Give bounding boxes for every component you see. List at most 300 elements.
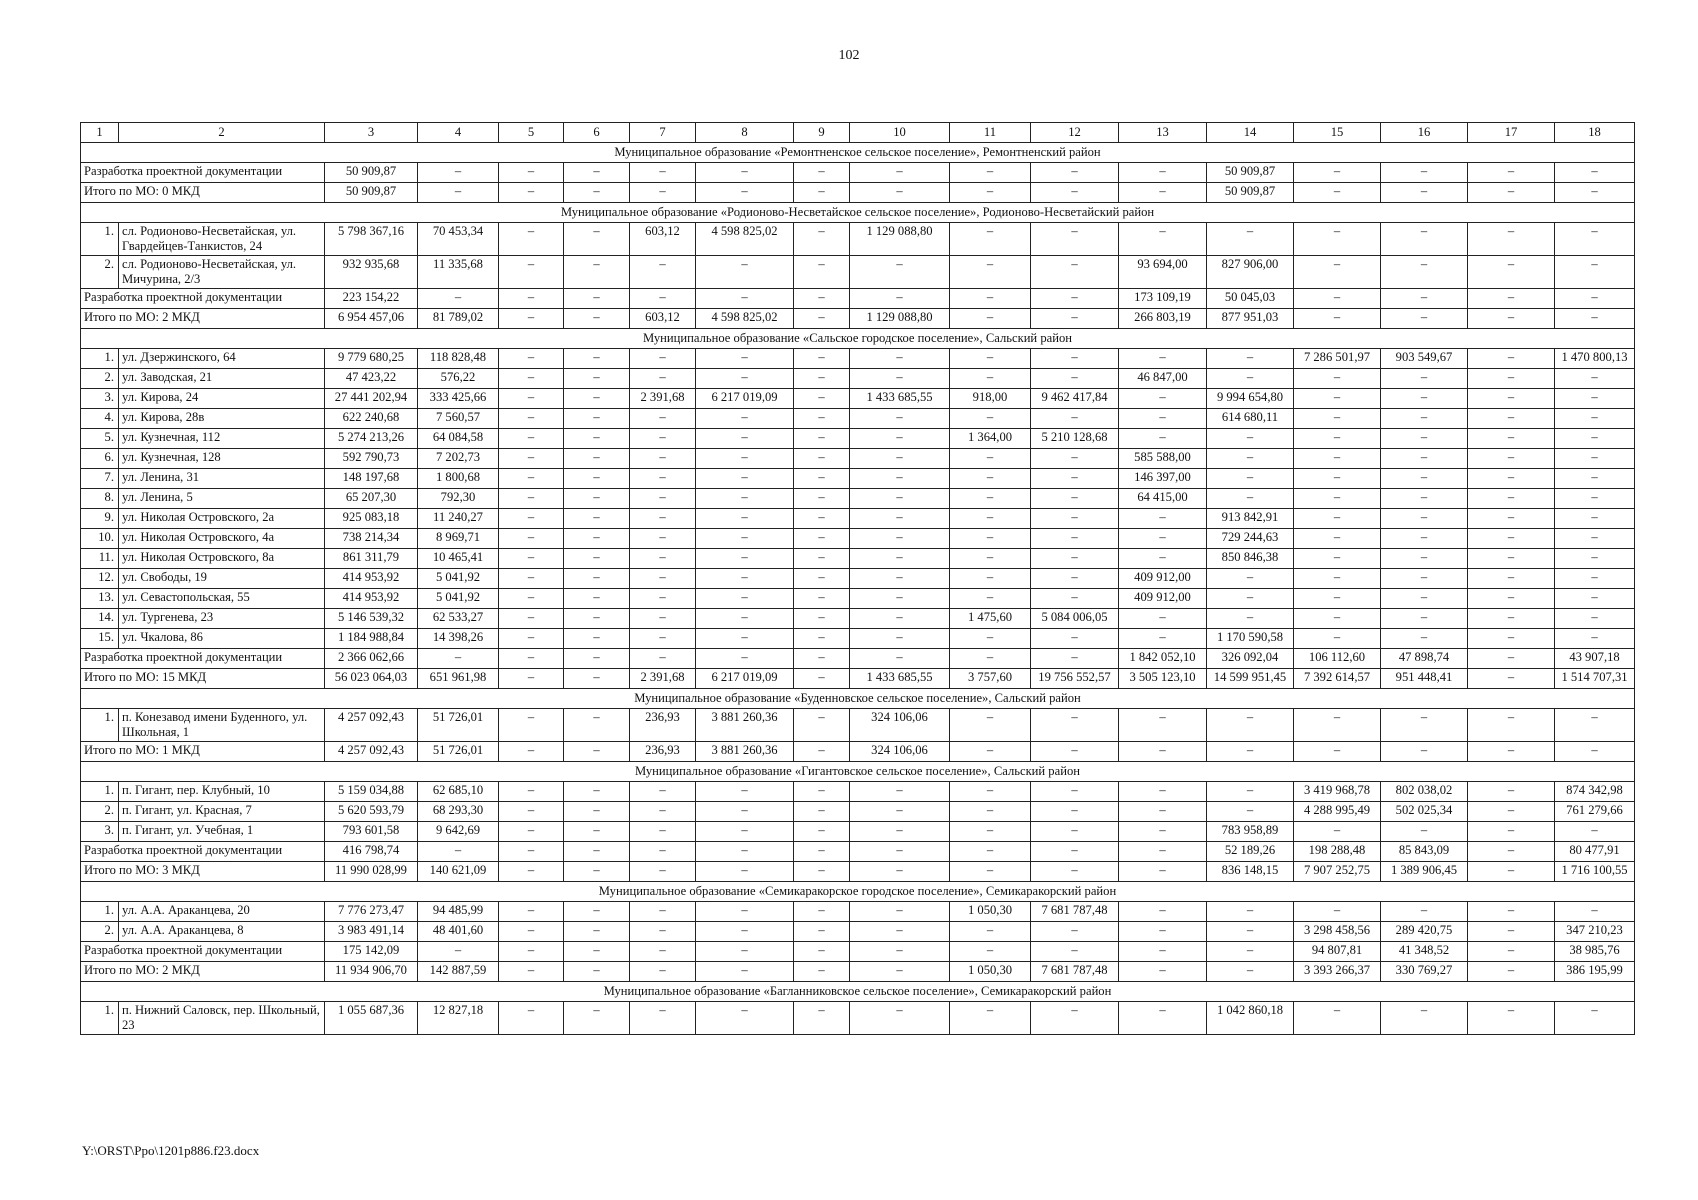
row-value: 1 129 088,80: [850, 309, 950, 329]
row-value: –: [794, 389, 850, 409]
row-value: –: [564, 822, 630, 842]
row-value: –: [630, 509, 696, 529]
row-value: 585 588,00: [1119, 449, 1207, 469]
row-value: –: [950, 629, 1031, 649]
row-value: –: [1207, 609, 1294, 629]
row-value: –: [850, 409, 950, 429]
row-address: ул. Николая Островского, 8а: [119, 549, 325, 569]
row-value: –: [1031, 862, 1119, 882]
row-value: 414 953,92: [325, 569, 418, 589]
table-row: [81, 389, 1635, 409]
row-value: 3 757,60: [950, 669, 1031, 689]
row-value: 2 366 062,66: [325, 649, 418, 669]
row-value: 5 041,92: [418, 569, 499, 589]
row-value: –: [1381, 609, 1468, 629]
row-value: 81 789,02: [418, 309, 499, 329]
row-value: –: [1119, 942, 1207, 962]
row-value: –: [696, 256, 794, 289]
row-value: –: [850, 489, 950, 509]
summary-row: [81, 183, 1635, 203]
row-value: –: [696, 802, 794, 822]
row-value: –: [850, 529, 950, 549]
row-value: –: [850, 349, 950, 369]
row-value: –: [630, 369, 696, 389]
row-value: –: [794, 183, 850, 203]
column-number-header: 18: [1555, 123, 1635, 143]
row-value: –: [696, 589, 794, 609]
row-value: 925 083,18: [325, 509, 418, 529]
table-row: [81, 589, 1635, 609]
row-value: –: [564, 529, 630, 549]
row-value: –: [630, 782, 696, 802]
section-title: Муниципальное образование «Семикаракорское городское поселение», Семикаракорский район: [81, 882, 1635, 902]
row-value: –: [1381, 569, 1468, 589]
row-address: ул. Николая Островского, 2а: [119, 509, 325, 529]
row-value: –: [794, 589, 850, 609]
row-value: 9 779 680,25: [325, 349, 418, 369]
row-value: –: [850, 289, 950, 309]
row-value: –: [950, 862, 1031, 882]
row-value: 10 465,41: [418, 549, 499, 569]
row-value: 4 598 825,02: [696, 223, 794, 256]
row-value: –: [950, 842, 1031, 862]
row-value: 932 935,68: [325, 256, 418, 289]
row-value: 3 393 266,37: [1294, 962, 1381, 982]
row-value: –: [794, 649, 850, 669]
row-value: 3 505 123,10: [1119, 669, 1207, 689]
row-value: –: [696, 409, 794, 429]
row-value: –: [1294, 409, 1381, 429]
row-value: 93 694,00: [1119, 256, 1207, 289]
column-number-header: 4: [418, 123, 499, 143]
table-row: [81, 782, 1635, 802]
table-row: [81, 489, 1635, 509]
row-value: –: [950, 349, 1031, 369]
row-value: –: [794, 349, 850, 369]
row-value: –: [499, 223, 564, 256]
row-value: –: [794, 309, 850, 329]
row-value: –: [1031, 449, 1119, 469]
row-value: –: [564, 589, 630, 609]
row-value: –: [1207, 469, 1294, 489]
row-value: –: [950, 1002, 1031, 1035]
row-value: –: [950, 469, 1031, 489]
row-value: –: [1207, 429, 1294, 449]
row-value: –: [1119, 902, 1207, 922]
row-value: –: [1468, 529, 1555, 549]
row-value: –: [1468, 902, 1555, 922]
row-value: –: [850, 369, 950, 389]
row-number: 13.: [81, 589, 119, 609]
row-number: 2.: [81, 256, 119, 289]
row-value: –: [1468, 569, 1555, 589]
row-value: –: [794, 922, 850, 942]
row-value: –: [696, 609, 794, 629]
row-value: 6 217 019,09: [696, 389, 794, 409]
row-value: 65 207,30: [325, 489, 418, 509]
row-value: –: [1031, 409, 1119, 429]
row-value: –: [1381, 429, 1468, 449]
row-value: –: [499, 569, 564, 589]
row-value: –: [850, 649, 950, 669]
row-value: 48 401,60: [418, 922, 499, 942]
row-value: 4 288 995,49: [1294, 802, 1381, 822]
row-value: –: [564, 349, 630, 369]
row-value: –: [1031, 782, 1119, 802]
row-value: –: [850, 1002, 950, 1035]
summary-row: [81, 309, 1635, 329]
row-value: –: [850, 609, 950, 629]
row-value: –: [850, 183, 950, 203]
row-value: –: [1555, 256, 1635, 289]
summary-row: [81, 842, 1635, 862]
summary-row: [81, 742, 1635, 762]
row-number: 5.: [81, 429, 119, 449]
row-value: –: [696, 842, 794, 862]
row-value: –: [1207, 922, 1294, 942]
table-row: [81, 822, 1635, 842]
row-value: –: [1207, 742, 1294, 762]
row-value: –: [794, 289, 850, 309]
row-value: –: [950, 569, 1031, 589]
row-value: –: [630, 1002, 696, 1035]
row-value: 7 560,57: [418, 409, 499, 429]
row-value: 266 803,19: [1119, 309, 1207, 329]
row-value: –: [1468, 549, 1555, 569]
summary-row: [81, 862, 1635, 882]
row-value: 9 994 654,80: [1207, 389, 1294, 409]
row-value: –: [696, 862, 794, 882]
row-value: –: [850, 902, 950, 922]
row-number: 1.: [81, 782, 119, 802]
row-value: –: [850, 449, 950, 469]
row-value: –: [1468, 289, 1555, 309]
row-value: –: [564, 509, 630, 529]
row-value: 5 274 213,26: [325, 429, 418, 449]
row-value: –: [794, 369, 850, 389]
row-value: –: [1207, 942, 1294, 962]
row-value: –: [794, 509, 850, 529]
row-address: ул. Ленина, 5: [119, 489, 325, 509]
row-number: 2.: [81, 802, 119, 822]
row-value: –: [499, 489, 564, 509]
row-value: –: [630, 922, 696, 942]
row-value: –: [1031, 369, 1119, 389]
row-value: –: [794, 549, 850, 569]
row-value: 8 969,71: [418, 529, 499, 549]
row-value: –: [1119, 1002, 1207, 1035]
row-value: –: [499, 922, 564, 942]
row-value: –: [1555, 589, 1635, 609]
row-value: –: [564, 649, 630, 669]
row-value: –: [850, 942, 950, 962]
row-value: 51 726,01: [418, 709, 499, 742]
row-value: 1 042 860,18: [1207, 1002, 1294, 1035]
row-value: 7 202,73: [418, 449, 499, 469]
column-number-header: 12: [1031, 123, 1119, 143]
row-value: 1 129 088,80: [850, 223, 950, 256]
row-value: –: [1031, 589, 1119, 609]
row-value: –: [1207, 449, 1294, 469]
row-value: 951 448,41: [1381, 669, 1468, 689]
row-value: –: [1031, 529, 1119, 549]
row-value: 1 364,00: [950, 429, 1031, 449]
row-value: –: [1294, 1002, 1381, 1035]
row-address: ул. Кузнечная, 128: [119, 449, 325, 469]
row-value: –: [499, 1002, 564, 1035]
row-value: –: [630, 349, 696, 369]
row-value: 918,00: [950, 389, 1031, 409]
row-value: –: [499, 349, 564, 369]
row-value: –: [564, 289, 630, 309]
row-value: –: [499, 742, 564, 762]
column-number-header: 8: [696, 123, 794, 143]
row-value: –: [630, 409, 696, 429]
row-value: –: [950, 183, 1031, 203]
row-value: 1 050,30: [950, 902, 1031, 922]
row-value: –: [1207, 349, 1294, 369]
row-label: Разработка проектной документации: [81, 163, 325, 183]
row-value: –: [1555, 289, 1635, 309]
row-number: 1.: [81, 223, 119, 256]
row-address: ул. Свободы, 19: [119, 569, 325, 589]
row-value: –: [564, 309, 630, 329]
row-value: –: [630, 489, 696, 509]
row-value: 783 958,89: [1207, 822, 1294, 842]
row-number: 6.: [81, 449, 119, 469]
row-value: –: [1381, 822, 1468, 842]
row-value: –: [418, 163, 499, 183]
row-value: –: [850, 549, 950, 569]
row-value: –: [1119, 409, 1207, 429]
row-value: 1 055 687,36: [325, 1002, 418, 1035]
row-value: 903 549,67: [1381, 349, 1468, 369]
row-value: –: [1119, 742, 1207, 762]
row-value: 409 912,00: [1119, 589, 1207, 609]
row-value: –: [499, 709, 564, 742]
row-value: –: [1555, 742, 1635, 762]
row-value: –: [499, 256, 564, 289]
row-value: –: [1555, 223, 1635, 256]
row-value: –: [696, 629, 794, 649]
column-number-header: 16: [1381, 123, 1468, 143]
row-value: 333 425,66: [418, 389, 499, 409]
row-value: –: [1381, 549, 1468, 569]
row-value: 414 953,92: [325, 589, 418, 609]
row-value: –: [1381, 1002, 1468, 1035]
row-label: Итого по МО: 2 МКД: [81, 962, 325, 982]
column-number-header: 13: [1119, 123, 1207, 143]
row-value: 4 257 092,43: [325, 709, 418, 742]
summary-row: [81, 163, 1635, 183]
row-value: –: [1555, 822, 1635, 842]
column-number-header: 15: [1294, 123, 1381, 143]
row-value: –: [1031, 569, 1119, 589]
row-address: ул. Кирова, 28в: [119, 409, 325, 429]
row-value: –: [499, 629, 564, 649]
row-value: –: [1207, 802, 1294, 822]
row-value: –: [1381, 309, 1468, 329]
table-body: [81, 123, 1635, 1035]
row-value: –: [1555, 409, 1635, 429]
row-value: –: [564, 842, 630, 862]
row-value: –: [564, 609, 630, 629]
row-value: –: [630, 529, 696, 549]
row-value: –: [564, 163, 630, 183]
row-value: 118 828,48: [418, 349, 499, 369]
row-value: –: [1468, 369, 1555, 389]
row-value: –: [1468, 389, 1555, 409]
row-value: 3 419 968,78: [1294, 782, 1381, 802]
data-table-wrapper: [80, 122, 1628, 1035]
row-value: –: [1468, 1002, 1555, 1035]
row-value: –: [1031, 223, 1119, 256]
row-address: п. Гигант, пер. Клубный, 10: [119, 782, 325, 802]
row-value: –: [499, 509, 564, 529]
row-value: –: [794, 569, 850, 589]
row-value: –: [1294, 589, 1381, 609]
row-number: 7.: [81, 469, 119, 489]
row-value: –: [794, 1002, 850, 1035]
row-value: 38 985,76: [1555, 942, 1635, 962]
row-value: 761 279,66: [1555, 802, 1635, 822]
row-value: –: [499, 589, 564, 609]
row-value: –: [1468, 802, 1555, 822]
row-label: Итого по МО: 1 МКД: [81, 742, 325, 762]
row-value: –: [564, 449, 630, 469]
row-value: –: [950, 289, 1031, 309]
table-row: [81, 529, 1635, 549]
section-title: Муниципальное образование «Гигантовское сельское поселение», Сальский район: [81, 762, 1635, 782]
column-number-header: 10: [850, 123, 950, 143]
row-value: 5 146 539,32: [325, 609, 418, 629]
section-title-row: [81, 329, 1635, 349]
row-value: 142 887,59: [418, 962, 499, 982]
row-value: –: [1381, 902, 1468, 922]
document-file-path: Y:\ORST\Ppo\1201p886.f23.docx: [82, 1143, 260, 1158]
table-row: [81, 609, 1635, 629]
row-value: –: [1294, 389, 1381, 409]
row-value: 576,22: [418, 369, 499, 389]
row-value: –: [794, 629, 850, 649]
table-row: [81, 349, 1635, 369]
row-value: –: [630, 449, 696, 469]
row-value: –: [950, 409, 1031, 429]
row-value: –: [696, 649, 794, 669]
row-address: ул. Севастопольская, 55: [119, 589, 325, 609]
row-value: –: [499, 822, 564, 842]
row-value: –: [1119, 349, 1207, 369]
row-value: –: [850, 629, 950, 649]
row-value: 9 462 417,84: [1031, 389, 1119, 409]
row-value: 50 045,03: [1207, 289, 1294, 309]
row-value: –: [1207, 589, 1294, 609]
row-value: –: [1031, 289, 1119, 309]
row-value: –: [499, 842, 564, 862]
row-value: –: [1381, 469, 1468, 489]
row-value: –: [1119, 782, 1207, 802]
row-value: –: [950, 802, 1031, 822]
table-row: [81, 902, 1635, 922]
row-value: 223 154,22: [325, 289, 418, 309]
row-value: –: [1381, 529, 1468, 549]
row-value: –: [1468, 742, 1555, 762]
row-value: 50 909,87: [1207, 163, 1294, 183]
row-number: 14.: [81, 609, 119, 629]
row-value: –: [1468, 649, 1555, 669]
row-value: –: [696, 942, 794, 962]
row-value: 802 038,02: [1381, 782, 1468, 802]
row-value: 11 240,27: [418, 509, 499, 529]
row-value: 793 601,58: [325, 822, 418, 842]
column-number-header: 1: [81, 123, 119, 143]
row-value: –: [850, 469, 950, 489]
row-value: –: [794, 709, 850, 742]
row-value: –: [630, 802, 696, 822]
row-value: –: [1381, 742, 1468, 762]
table-row: [81, 922, 1635, 942]
row-value: –: [1468, 709, 1555, 742]
table-row: [81, 369, 1635, 389]
row-value: 651 961,98: [418, 669, 499, 689]
row-value: 6 954 457,06: [325, 309, 418, 329]
row-value: –: [499, 289, 564, 309]
row-address: ул. Заводская, 21: [119, 369, 325, 389]
row-value: –: [1294, 569, 1381, 589]
row-value: –: [1468, 509, 1555, 529]
row-value: –: [1207, 782, 1294, 802]
column-number-header: 17: [1468, 123, 1555, 143]
row-value: 7 776 273,47: [325, 902, 418, 922]
row-value: –: [630, 942, 696, 962]
row-value: –: [794, 842, 850, 862]
row-value: –: [1031, 1002, 1119, 1035]
row-value: –: [1555, 529, 1635, 549]
row-address: ул. Кирова, 24: [119, 389, 325, 409]
table-row: [81, 1002, 1635, 1035]
row-label: Итого по МО: 3 МКД: [81, 862, 325, 882]
row-value: –: [1119, 629, 1207, 649]
column-number-header: 7: [630, 123, 696, 143]
row-value: 3 881 260,36: [696, 709, 794, 742]
row-value: 1 475,60: [950, 609, 1031, 629]
row-value: –: [950, 223, 1031, 256]
row-value: –: [1468, 223, 1555, 256]
row-value: 502 025,34: [1381, 802, 1468, 822]
row-value: –: [1555, 429, 1635, 449]
row-value: –: [696, 529, 794, 549]
row-value: –: [499, 469, 564, 489]
row-address: сл. Родионово-Несветайская, ул. Мичурина, 2/3: [119, 256, 325, 289]
row-value: –: [696, 289, 794, 309]
row-value: 3 881 260,36: [696, 742, 794, 762]
row-value: –: [1031, 509, 1119, 529]
row-value: –: [850, 822, 950, 842]
row-value: –: [1468, 469, 1555, 489]
row-value: –: [1294, 709, 1381, 742]
row-value: –: [794, 223, 850, 256]
row-value: 5 084 006,05: [1031, 609, 1119, 629]
row-value: 5 798 367,16: [325, 223, 418, 256]
row-value: 1 389 906,45: [1381, 862, 1468, 882]
row-value: –: [1031, 309, 1119, 329]
row-value: 1 470 800,13: [1555, 349, 1635, 369]
row-value: 106 112,60: [1294, 649, 1381, 669]
row-value: –: [950, 163, 1031, 183]
row-value: –: [850, 509, 950, 529]
row-value: 146 397,00: [1119, 469, 1207, 489]
row-value: –: [1555, 163, 1635, 183]
